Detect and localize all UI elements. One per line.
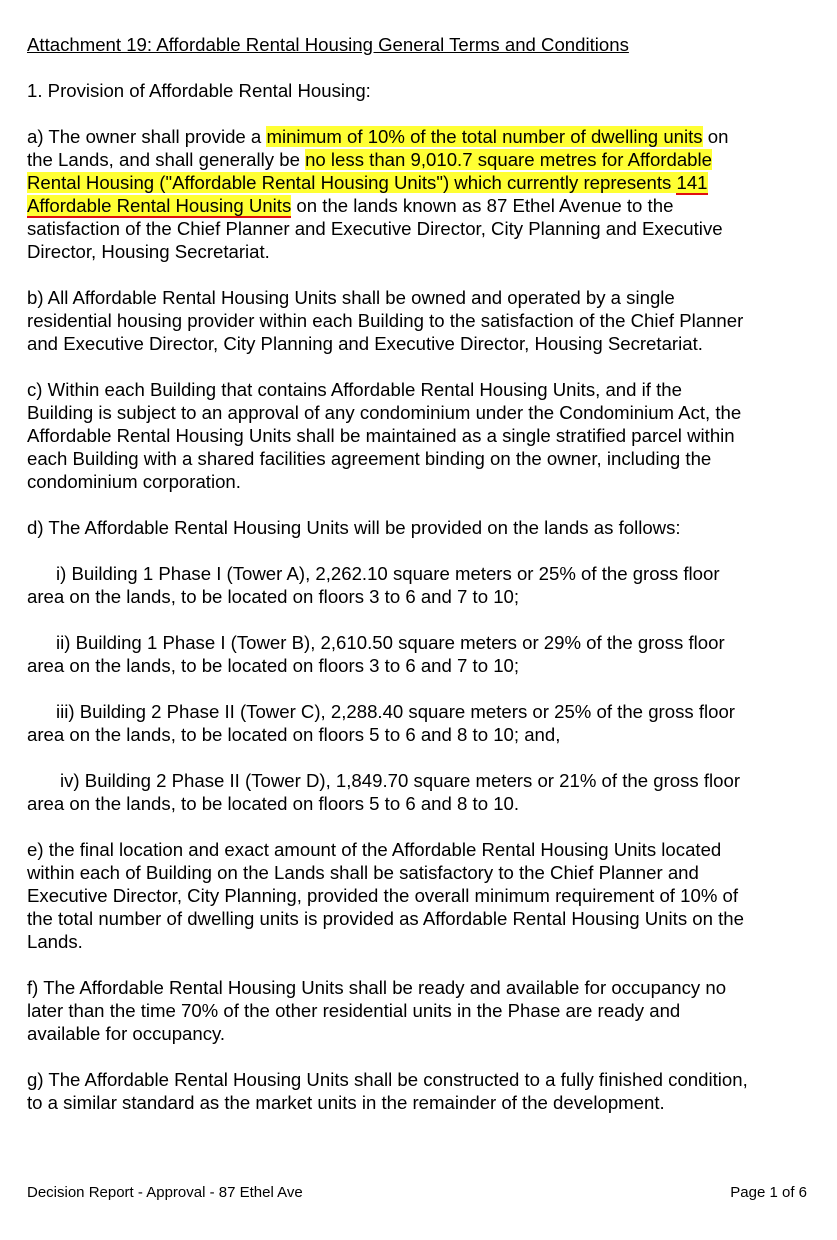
section-heading: 1. Provision of Affordable Rental Housing: [27, 80, 371, 101]
para-a-line-1 [27, 125, 728, 148]
page-title: Attachment 19: Affordable Rental Housing General Terms and Conditions [27, 34, 629, 55]
para-e-line-4: the total number of dwelling units is provided as Affordable Rental Housing Units on the [27, 908, 744, 929]
highlighted-text: Rental Housing ("Affordable Rental Housing Units") which currently represents [27, 172, 677, 193]
footer-report-title: Decision Report - Approval - 87 Ethel Ave [27, 1184, 303, 1201]
item-ii-line-2: area on the lands, to be located on floors 3 to 6 and 7 to 10; [27, 655, 520, 676]
footer-page-number: Page 1 of 6 [730, 1184, 807, 1201]
underlined-highlighted-text: 141 [676, 172, 708, 193]
item-iii-line-1: iii) Building 2 Phase II (Tower C), 2,288.40 square meters or 25% of the gross floor [56, 701, 735, 722]
text-span: on the lands known as 87 Ethel Avenue to the [291, 195, 674, 216]
para-g-line-2: to a similar standard as the market units in the remainder of the development. [27, 1092, 665, 1113]
para-c-line-4: each Building with a shared facilities agreement binding on the owner, including the [27, 448, 712, 469]
item-iii-line-2: area on the lands, to be located on floors 5 to 6 and 8 to 10; and, [27, 724, 561, 745]
para-c-line-2: Building is subject to an approval of any condominium under the Condominium Act, the [27, 402, 742, 423]
para-c-line-5: condominium corporation. [27, 471, 241, 492]
text-span: on [702, 126, 729, 147]
para-f-line-1: f) The Affordable Rental Housing Units shall be ready and available for occupancy no [27, 977, 727, 998]
para-b-line-1: b) All Affordable Rental Housing Units shall be owned and operated by a single [27, 287, 675, 308]
para-a-line-2 [27, 148, 712, 171]
para-a-line-5: satisfaction of the Chief Planner and Executive Director, City Planning and Executive [27, 218, 723, 239]
para-e-line-3: Executive Director, City Planning, provided the overall minimum requirement of 10% of [27, 885, 739, 906]
highlighted-text: no less than 9,010.7 square metres for Affordable [305, 149, 712, 170]
item-iv-line-2: area on the lands, to be located on floors 5 to 6 and 8 to 10. [27, 793, 520, 814]
para-d: d) The Affordable Rental Housing Units will be provided on the lands as follows: [27, 517, 681, 538]
para-e-line-5: Lands. [27, 931, 83, 952]
para-b-line-3: and Executive Director, City Planning and Executive Director, Housing Secretariat. [27, 333, 703, 354]
underlined-highlighted-text: Affordable Rental Housing Units [27, 195, 292, 216]
highlighted-text: minimum of 10% of the total number of dwelling units [266, 126, 703, 147]
para-g-line-1: g) The Affordable Rental Housing Units shall be constructed to a fully finished condition, [27, 1069, 748, 1090]
item-iv-line-1: iv) Building 2 Phase II (Tower D), 1,849.70 square meters or 21% of the gross floor [60, 770, 741, 791]
item-i-line-2: area on the lands, to be located on floors 3 to 6 and 7 to 10; [27, 586, 520, 607]
para-f-line-2: later than the time 70% of the other residential units in the Phase are ready and [27, 1000, 681, 1021]
para-e-line-2: within each of Building on the Lands shall be satisfactory to the Chief Planner and [27, 862, 699, 883]
text-span: the Lands, and shall generally be [27, 149, 306, 170]
para-a-line-3 [27, 171, 708, 194]
para-c-line-3: Affordable Rental Housing Units shall be maintained as a single stratified parcel within [27, 425, 735, 446]
para-f-line-3: available for occupancy. [27, 1023, 226, 1044]
para-b-line-2: residential housing provider within each Building to the satisfaction of the Chief Planner [27, 310, 744, 331]
item-ii-line-1: ii) Building 1 Phase I (Tower B), 2,610.50 square meters or 29% of the gross floor [56, 632, 725, 653]
item-i-line-1: i) Building 1 Phase I (Tower A), 2,262.10 square meters or 25% of the gross floor [56, 563, 720, 584]
para-c-line-1: c) Within each Building that contains Affordable Rental Housing Units, and if the [27, 379, 682, 400]
para-a-line-6: Director, Housing Secretariat. [27, 241, 270, 262]
para-a-line-4 [27, 194, 673, 217]
text-span: a) The owner shall provide a [27, 126, 267, 147]
para-e-line-1: e) the final location and exact amount of the Affordable Rental Housing Units located [27, 839, 722, 860]
